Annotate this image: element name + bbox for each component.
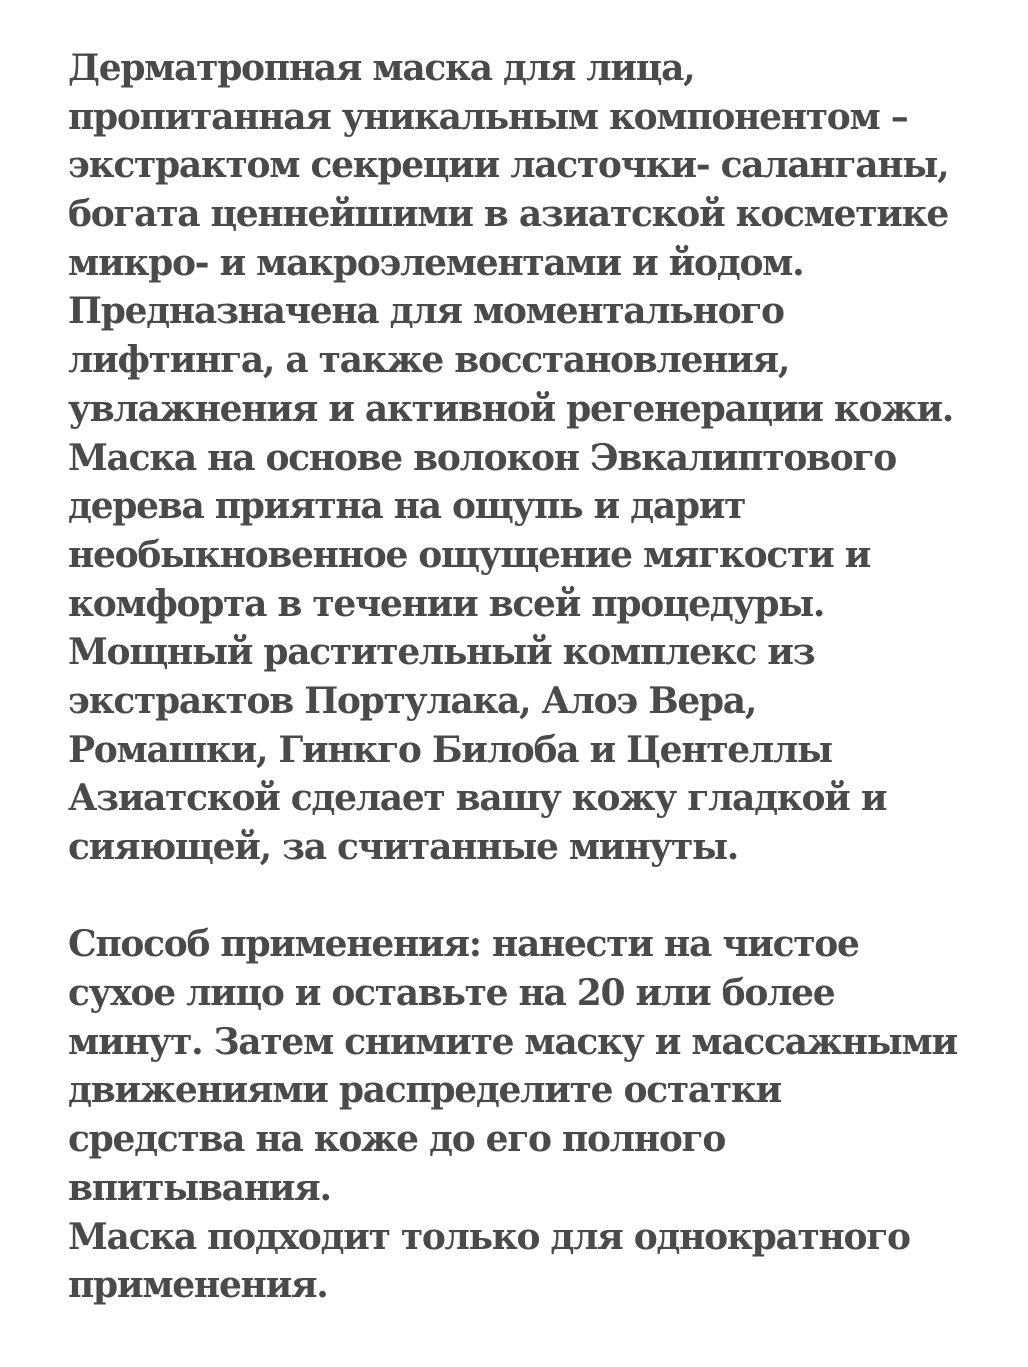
text-line: Маска на основе волокон Эвкалиптового — [68, 436, 896, 479]
description-paragraph — [68, 44, 1008, 872]
text-line: Способ применения: нанести на чистое — [68, 923, 859, 966]
text-line: минут. Затем снимите маску и массажными — [68, 1020, 957, 1063]
text-line: микро- и макроэлементами и йодом. — [68, 241, 804, 284]
text-line: Предназначена для моментального — [68, 290, 784, 333]
text-line: применения. — [68, 1264, 328, 1307]
text-line: средства на коже до его полного — [68, 1118, 726, 1161]
text-line: движениями распределите остатки — [68, 1069, 781, 1112]
usage-paragraph — [68, 920, 1008, 1310]
text-line: лифтинга, а также восстановления, — [68, 339, 790, 382]
text-line: комфорта в течении всей процедуры. — [68, 582, 825, 625]
text-line: впитывания. — [68, 1166, 331, 1209]
text-line: необыкновенное ощущение мягкости и — [68, 533, 871, 576]
text-line: сухое лицо и оставьте на 20 или более — [68, 972, 835, 1015]
text-line: экстрактом секреции ласточки- саланганы, — [68, 144, 949, 187]
text-line: богата ценнейшими в азиатской косметике — [68, 193, 948, 236]
text-line: сияющей, за считанные минуты. — [68, 826, 739, 868]
product-description — [68, 44, 1008, 1310]
text-line: увлажнения и активной регенерации кожи. — [68, 387, 953, 430]
text-line: Ромашки, Гинкго Билоба и Центеллы — [68, 728, 832, 771]
text-line: экстрактов Портулака, Алоэ Вера, — [68, 679, 757, 722]
text-line: Азиатской сделает вашу кожу гладкой и — [68, 777, 887, 820]
text-line: Мощный растительный комплекс из — [68, 631, 815, 674]
text-line: пропитанная уникальным компонентом – — [68, 95, 908, 138]
text-line: Маска подходит только для однократного — [68, 1215, 910, 1258]
text-line: дерева приятна на ощупь и дарит — [68, 485, 746, 528]
paragraph-gap — [68, 872, 1008, 921]
text-line: Дерматропная маска для лица, — [68, 47, 695, 89]
